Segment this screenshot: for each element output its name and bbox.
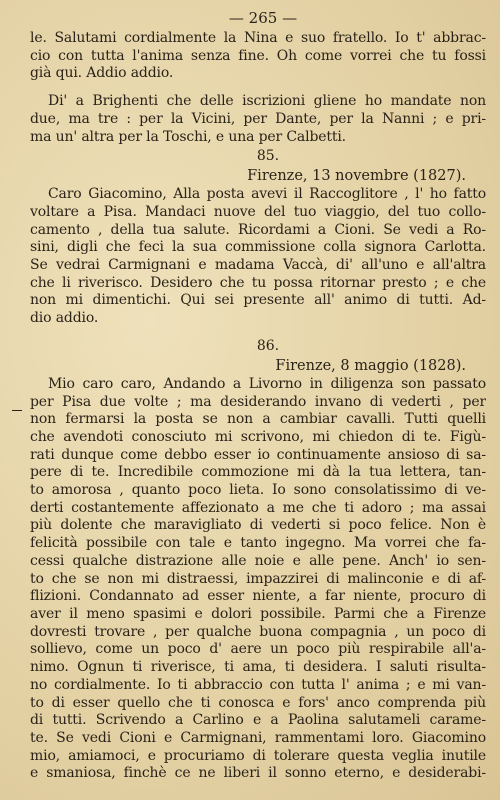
text-line: voltare a Pisa. Mandaci nuove del tuo viaggio, del tuo collo-: [30, 203, 486, 220]
text-line: rati dunque come debbo esser io continuamente ansioso di sa-: [30, 446, 486, 463]
text-line: dovresti trovare , per qualche buona compagnia , un poco di: [30, 623, 486, 640]
text-line: sini, digli che feci la sua commissione colla signora Carlotta.: [30, 239, 486, 256]
text-line: che avendoti conosciuto mi scrivono, mi chiedon di te. Figù-: [30, 428, 486, 445]
text-line: ma un' altra per la Toschi, e una per Calbetti.: [30, 128, 346, 145]
letter-dateline: Firenze, 13 novembre (1827).: [247, 168, 466, 185]
text-line: to che se non mi distraessi, impazzirei di malinconie e di af-: [30, 570, 486, 587]
text-line: che li riverisco. Desidero che tu possa ritornar presto ; e che: [30, 274, 486, 291]
text-line: sollievo, come un poco d' aere un poco più respirabile all'a-: [30, 641, 486, 658]
margin-dash-mark: [12, 410, 22, 411]
text-line: no cordialmente. Io ti abbraccio con tutta l' anima ; e mi van-: [30, 676, 486, 693]
text-line: non fermarsi la posta se non a cambiar cavalli. Tutti quelli: [30, 411, 486, 428]
text-line: mio, amiamoci, e procuriamo di tolerare questa veglia inutile: [30, 747, 486, 764]
text-line: Caro Giacomino, Alla posta avevi il Raccoglitore , l' ho fatto: [48, 186, 486, 203]
text-line: Mio caro caro, Andando a Livorno in diligenza son passato: [48, 375, 486, 392]
text-line: aver il meno spasimi e dolori possibile. Parmi che a Firenze: [30, 605, 486, 622]
paragraph-closing: [30, 30, 486, 83]
text-line: dio addio.: [30, 310, 99, 327]
text-line: già qui. Addio addio.: [30, 65, 174, 82]
text-line: derti costantemente affezionato a me che ti adoro ; ma assai: [30, 499, 486, 516]
letter-number: 86.: [256, 337, 280, 354]
text-line: cessi qualche distrazione alle noie e alle pene. Anch' io sen-: [30, 552, 486, 569]
text-line: pere di te. Incredibile commozione mi dà la tua lettera, tan-: [30, 464, 486, 481]
text-line: cio con tutta l'anima senza fine. Oh come vorrei che tu fossi: [30, 47, 486, 64]
text-line: Se vedrai Carmignani e madama Vaccà, di' all'uno e all'altra: [30, 257, 486, 274]
text-line: più dolente che maravigliato di vederti si poco felice. Non è: [30, 517, 486, 534]
text-line: to amorosa , quanto poco lieta. Io sono consolatissimo di ve-: [30, 482, 486, 499]
text-line: per Pisa due volte ; ma desiderando invano di vederti , per: [30, 393, 486, 410]
letter-dateline: Firenze, 8 maggio (1828).: [275, 357, 466, 374]
text-line: flizioni. Condannato ad esser niente, a far niente, procuro di: [30, 588, 486, 605]
text-line: non mi dimentichi. Qui sei presente all' animo di tutti. Ad-: [30, 292, 486, 309]
letter-number: 85.: [256, 148, 280, 165]
text-line: to di esser quello che ti conosca e fors' anco comprenda più: [30, 694, 486, 711]
text-line: e smaniosa, finchè ce ne liberi il sonno eterno, e desiderabi-: [30, 765, 486, 782]
text-line: di tutti. Scrivendo a Carlino e a Paolina salutameli carame-: [30, 712, 486, 729]
letter-86-body: [30, 376, 486, 783]
text-line: Di' a Brighenti che delle iscrizioni gliene ho mandate non: [48, 93, 486, 110]
text-line: due, ma tre : per la Vicini, per Dante, per la Nanni ; e pri-: [30, 110, 486, 127]
page-number: — 265 —: [228, 9, 298, 27]
paragraph-brighenti: [30, 93, 486, 146]
text-line: le. Salutami cordialmente la Nina e suo fratello. Io t' abbrac-: [30, 30, 486, 46]
text-line: te. Se vedi Cioni e Carmignani, rammentami loro. Giacomino: [30, 729, 486, 746]
text-line: nimo. Ognun ti riverisce, ti ama, ti desidera. I saluti risulta-: [30, 659, 486, 676]
letter-85-body: [30, 186, 486, 328]
text-line: camento , della tua salute. Ricordami a Cioni. Se vedi a Ro-: [30, 221, 486, 238]
text-line: felicità possibile con tale e tanto ingegno. Ma vorrei che fa-: [30, 535, 486, 552]
